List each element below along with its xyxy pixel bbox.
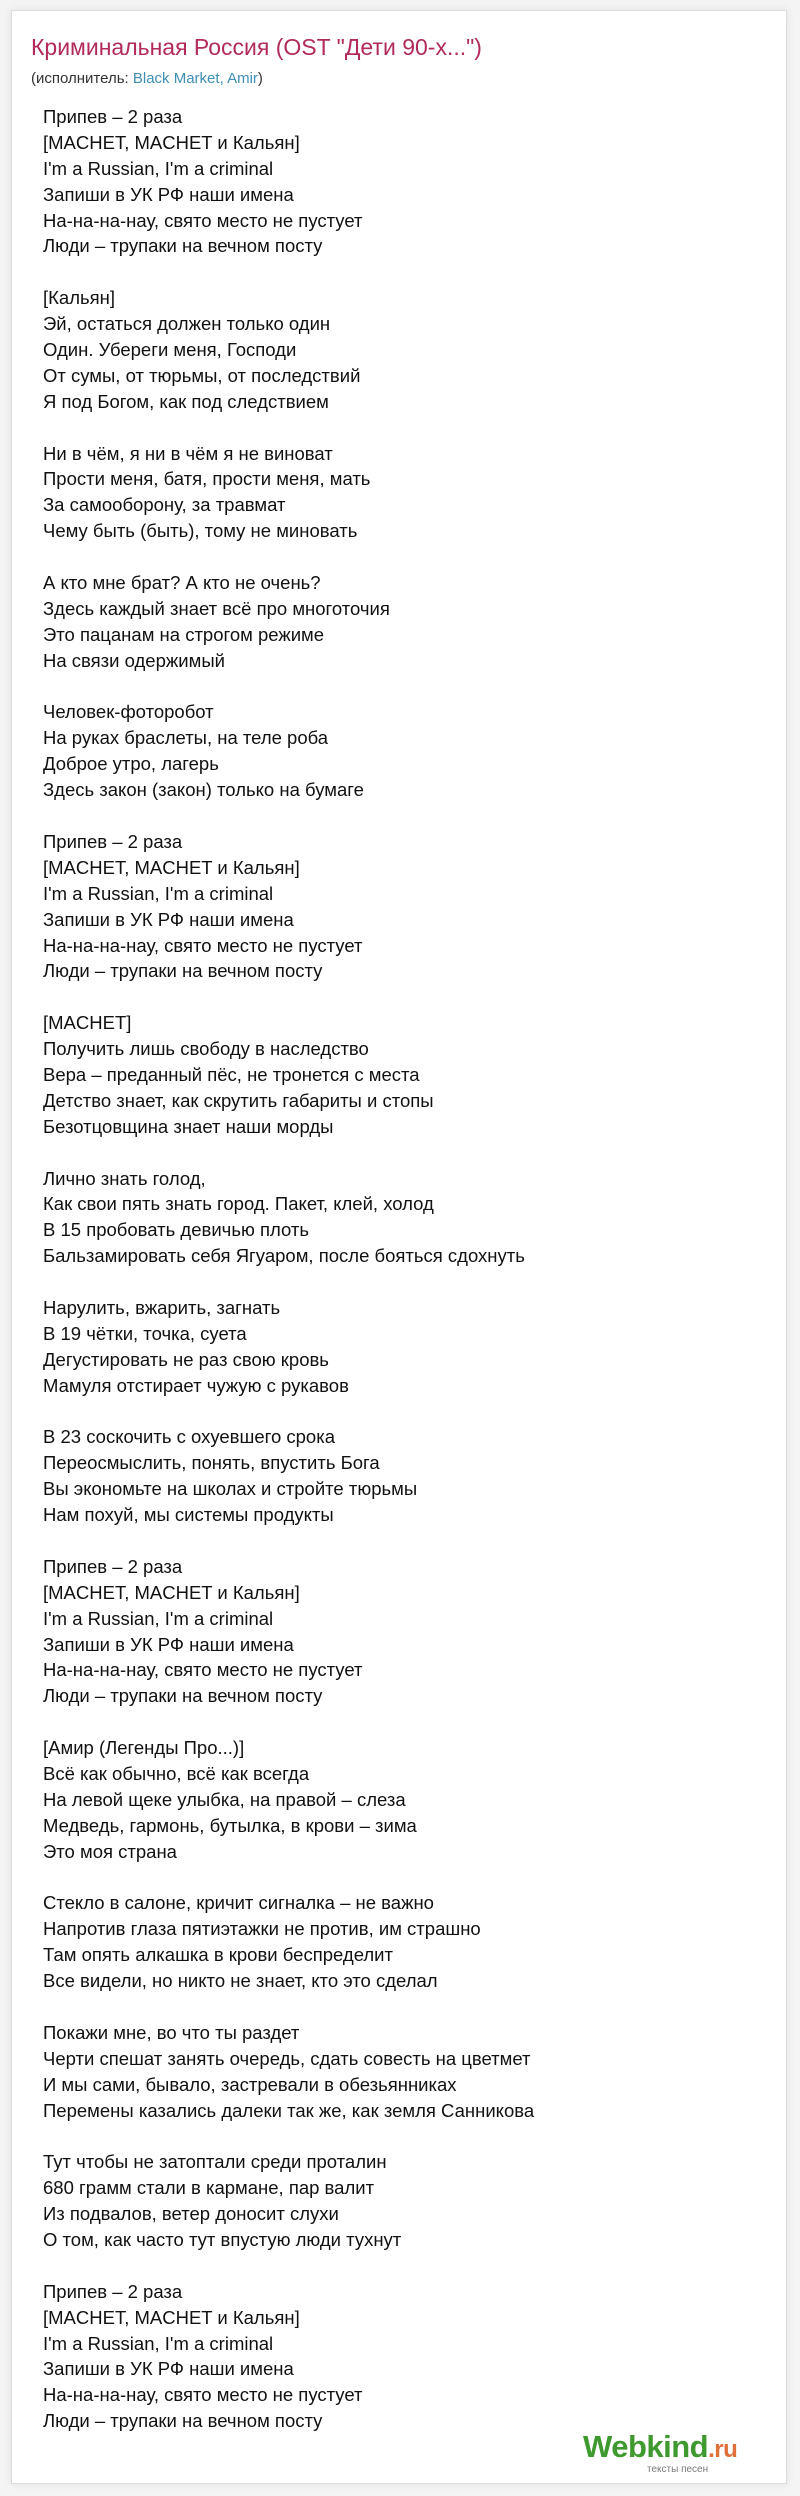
lyric-line: Люди – трупаки на вечном посту [43, 2410, 323, 2432]
stanza-break [43, 1399, 534, 1425]
lyric-line: Всё как обычно, всё как всегда [43, 1763, 310, 1784]
lyric-line: Из подвалов, ветер доносит слухи [43, 2203, 339, 2225]
stanza-break [43, 803, 534, 829]
lyric-line: Стекло в салоне, кричит сигналка – не важно [43, 1892, 434, 1914]
lyric-line: Запиши в УК РФ наши имена [43, 1633, 294, 1655]
lyric-line: И мы сами, бывало, застревали в обезьянниках [43, 2073, 457, 2095]
lyric-line: Это пацанам на строгом режиме [43, 623, 325, 645]
byline-suffix: ) [257, 70, 263, 87]
lyric-line: [Кальян] [43, 287, 116, 309]
lyric-line: За самооборону, за травмат [43, 494, 286, 516]
lyric-line: [MACHET, MACHET и Кальян] [43, 2306, 300, 2328]
lyric-line: Люди – трупаки на вечном посту [43, 1685, 323, 1707]
lyric-line: Напротив глаза пятиэтажки не против, им страшно [43, 1918, 481, 1940]
lyric-line: Там опять алкашка в крови беспределит [43, 1944, 393, 1966]
lyric-line: [MACHET, MACHET и Кальян] [43, 131, 300, 153]
lyric-line: Эй, остаться должен только один [43, 313, 331, 335]
lyric-line: Нарулить, вжарить, загнать [43, 1296, 281, 1318]
stanza-break [43, 1865, 534, 1891]
stanza-break [43, 415, 534, 441]
lyric-line: Все видели, но никто не знает, кто это сделал [43, 1970, 438, 1992]
lyric-line: I'm a Russian, I'm a criminal [43, 157, 274, 179]
lyric-line: Безотцовщина знает наши морды [43, 1115, 334, 1137]
byline-prefix: (исполнитель: [31, 70, 133, 87]
lyric-line: Медведь, гармонь, бутылка, в крови – зима [43, 1814, 417, 1836]
lyric-line: I'm a Russian, I'm a criminal [43, 882, 274, 904]
lyric-line: Люди – трупаки на вечном посту [43, 960, 323, 982]
lyric-line: Дегустировать не раз свою кровь [43, 1348, 329, 1370]
lyric-line: I'm a Russian, I'm a criminal [43, 1607, 274, 1629]
lyric-line: От сумы, от тюрьмы, от последствий [43, 364, 361, 386]
lyric-line: В 23 соскочить с охуевшего срока [43, 1426, 335, 1448]
lyric-line: Вера – преданный пёс, не тронется с места [43, 1063, 420, 1085]
lyric-line: Тут чтобы не затоптали среди проталин [43, 2151, 387, 2173]
logo-tld: .ru [708, 2436, 738, 2463]
lyric-line: А кто мне брат? А кто не очень? [43, 572, 321, 594]
lyric-line: Запиши в УК РФ наши имена [43, 908, 294, 930]
lyric-line: Я под Богом, как под следствием [43, 390, 329, 412]
webkind-logo[interactable] [583, 2429, 737, 2465]
lyric-line: В 19 чётки, точка, суета [43, 1322, 247, 1344]
stanza-break [43, 2253, 534, 2279]
lyric-line: Детство знает, как скрутить габариты и стопы [43, 1089, 434, 1111]
lyric-line: Запиши в УК РФ наши имена [43, 183, 294, 205]
lyric-line: Нам похуй, мы системы продукты [43, 1504, 334, 1526]
lyric-line: В 15 пробовать девичью плоть [43, 1219, 309, 1241]
stanza-break [43, 544, 534, 570]
lyrics-text [43, 104, 534, 2434]
artist-link[interactable]: Black Market, Amir [132, 70, 258, 87]
lyric-line: Вы экономьте на школах и стройте тюрьмы [43, 1478, 418, 1500]
lyric-line: На руках браслеты, на теле роба [43, 727, 329, 749]
lyric-line: Здесь каждый знает всё про многоточия [43, 597, 390, 619]
lyric-line: Припев – 2 раза [43, 1555, 183, 1577]
lyric-line: Получить лишь свободу в наследство [43, 1038, 369, 1060]
stanza-break [43, 1528, 534, 1554]
lyric-line: Припев – 2 раза [43, 106, 183, 127]
stanza-break [43, 674, 534, 700]
lyric-line: [MACHET, MACHET и Кальян] [43, 1581, 300, 1603]
lyric-line: Прости меня, батя, прости меня, мать [43, 468, 371, 490]
lyric-line: Перемены казались далеки так же, как земля Санникова [43, 2099, 535, 2121]
logo-tagline: тексты песен [647, 2464, 709, 2475]
lyric-line: Припев – 2 раза [43, 830, 183, 852]
lyric-line: Переосмыслить, понять, впустить Бога [43, 1452, 380, 1474]
song-title: Криминальная Россия (OST "Дети 90-х...") [31, 34, 482, 60]
lyric-line: [MACHET, MACHET и Кальян] [43, 856, 300, 878]
stanza-break [43, 1709, 534, 1735]
lyric-line: Мамуля отстирает чужую с рукавов [43, 1374, 349, 1396]
lyric-line: [MACHET] [43, 1012, 132, 1034]
lyric-line: [Амир (Легенды Про...)] [43, 1737, 245, 1759]
logo-main: Webkind [583, 2429, 709, 2464]
lyric-line: На-на-на-нау, свято место не пустует [43, 934, 363, 956]
lyric-line: На связи одержимый [43, 649, 225, 671]
lyric-line: Один. Убереги меня, Господи [43, 339, 297, 361]
stanza-break [43, 1269, 534, 1295]
lyric-line: Покажи мне, во что ты раздет [43, 2021, 300, 2043]
lyric-line: На-на-на-нау, свято место не пустует [43, 2384, 363, 2406]
lyric-line: Как свои пять знать город. Пакет, клей, холод [43, 1193, 434, 1215]
lyric-line: 680 грамм стали в кармане, пар валит [43, 2177, 375, 2199]
artist-byline [31, 70, 263, 87]
lyric-line: Здесь закон (закон) только на бумаге [43, 779, 364, 801]
lyric-line: Доброе утро, лагерь [43, 753, 219, 775]
lyric-line: Припев – 2 раза [43, 2280, 183, 2302]
lyric-line: Это моя страна [43, 1840, 177, 1862]
lyric-line: Человек-фоторобот [43, 701, 214, 723]
lyric-line: На левой щеке улыбка, на правой – слеза [43, 1788, 406, 1810]
lyric-line: Черти спешат занять очередь, сдать совесть на цветмет [43, 2047, 531, 2069]
lyric-line: О том, как часто тут впустую люди тухнут [43, 2229, 402, 2251]
stanza-break [43, 984, 534, 1010]
lyric-line: Бальзамировать себя Ягуаром, после бояться сдохнуть [43, 1245, 525, 1267]
stanza-break [43, 1140, 534, 1166]
lyric-line: На-на-на-нау, свято место не пустует [43, 1659, 363, 1681]
lyric-line: Ни в чём, я ни в чём я не виноват [43, 442, 333, 464]
stanza-break [43, 259, 534, 285]
lyric-line: Люди – трупаки на вечном посту [43, 235, 323, 257]
lyric-line: Запиши в УК РФ наши имена [43, 2358, 294, 2380]
lyric-line: Лично знать голод, [43, 1167, 206, 1189]
stanza-break [43, 1994, 534, 2020]
stanza-break [43, 2123, 534, 2149]
lyric-line: I'm a Russian, I'm a criminal [43, 2332, 274, 2354]
lyric-line: Чему быть (быть), тому не миновать [43, 520, 358, 542]
lyric-line: На-на-на-нау, свято место не пустует [43, 209, 363, 231]
